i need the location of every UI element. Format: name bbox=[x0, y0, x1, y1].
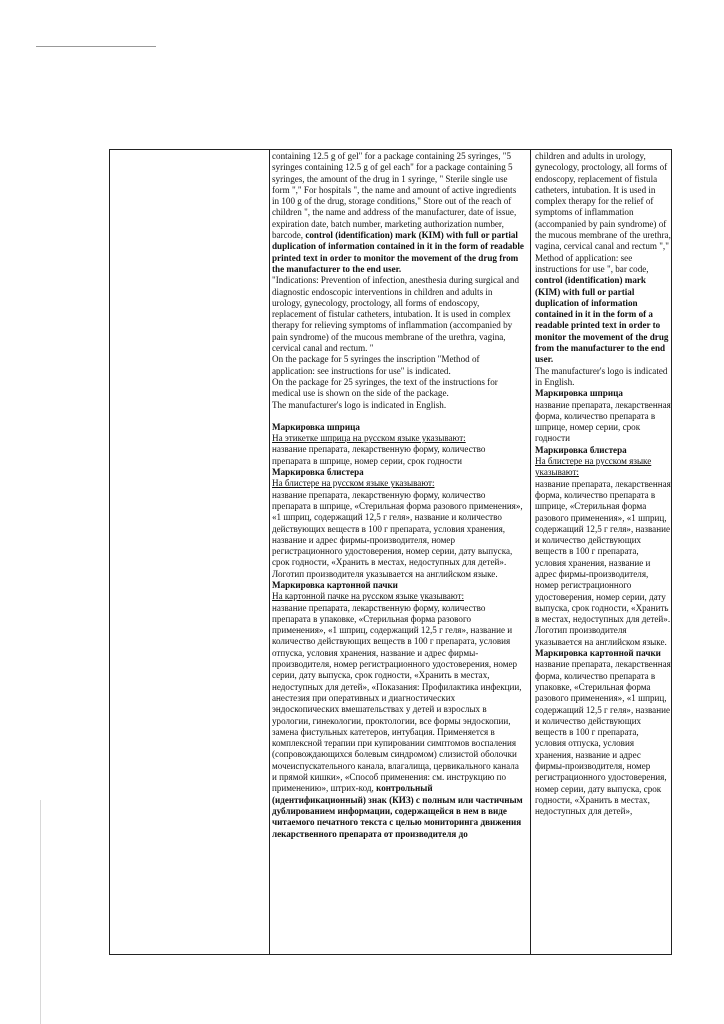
column-divider-left bbox=[269, 150, 270, 954]
carton-text-right: название препарата, лекарственная форма, количество препарата в упаковке, «Стерильная форма разового применения», «1 шприц, содержащий 12,5 г геля», название и количество действующих веществ в 100 г препарата, условия отпуска, условия хранения, название и адрес фирмы-производителя, номер регистрационного удостоверения, номер серии, дату выпуска, срок годности, «Хранить в местах, недоступных для детей», bbox=[535, 659, 671, 817]
document-table bbox=[109, 149, 672, 955]
english-packaging-text: containing 12.5 g of gel" for a package containing 25 syringes, "5 syringes containing 12.5 g of gel each" for a package containing 5 syringes, the amount of the drug in 1 syringe, " Sterile single use form "," For hospitals ", the name and amount of active ingredients in 100 g of the drug, storage conditions," Store out of the reach of children ", the name and address of the manufacturer, date of issue, expiration date, batch number, marketing authorization number, barcode, control (identification) mark (KIM) with full or partial duplication of information contained in it in the form of readable printed text in order to monitor the movement of the drug from the manufacturer to the end user. bbox=[272, 151, 524, 274]
logo-note-en-right: The manufacturer's logo is indicated in English. bbox=[535, 365, 668, 387]
carton-heading-right: Маркировка картонной пачки bbox=[535, 648, 661, 659]
syringe-text-right: название препарата, лекарственная форма, количество препарата в шприце, номер серии, срок годности bbox=[535, 399, 671, 444]
middle-column bbox=[272, 151, 524, 840]
blister-text: название препарата, лекарственную форму, количество препарата в шприце, «Стерильная форма разового применения», «1 шприц, содержащий 12,5 г геля», название и количество действующих веществ в 100 г препарата, условия хранения, название и адрес фирмы-производителя, номер регистрационного удостоверения, номер серии, дату выпуска, срок годности, «Хранить в местах, недоступных для детей». bbox=[272, 489, 523, 568]
blister-intro: На блистере на русском языке указывают: bbox=[272, 478, 435, 489]
english-packaging-text-right: children and adults in urology, gynecology, proctology, all forms of endoscopy, replacement of fistula catheters, intubation. It is used in complex therapy for the relief of symptoms of inflammation (accompanied by pain syndrome) of the mucous membrane of the urethra, vagina, cervical canal and rectum "," Method of application: see instructions for use ", bar code, control (identification) mark (KIM) with full or partial duplication of information contained in it in the form of a readable printed text in order to monitor the movement of the drug from the manufacturer to the end user. bbox=[535, 151, 671, 365]
scan-artifact-edge bbox=[40, 800, 41, 1024]
logo-note-en: The manufacturer's logo is indicated in English. bbox=[272, 399, 447, 410]
carton-text: название препарата, лекарственную форму, количество препарата в упаковке, «Стерильная форма разового применения», «1 шприц, содержащий 12,5 г геля», название и количество действующих веществ в 100 г препарата, условия отпуска, условия хранения, название и адрес фирмы-производителя, номер регистрационного удостоверения, номер серии, дату выпуска, срок годности, «Хранить в местах, недоступных для детей», «Показания: Профилактика инфекции, анестезия при оперативных и диагностических эндоскопических вмешательствах у детей и взрослых в урологии, гинекологии, проктологии, все формы эндоскопии, замена фистульных катетеров, интубация. Применяется в комплексной терапии при купировании симптомов воспаления (сопровождающихся болевым синдромом) слизистой оболочки мочеиспускательного канала, влагалища, цервикального канала и прямой кишки», «Способ применения: см. инструкцию по применению», штрих-код, контрольный (идентификационный) знак (КИЗ) с полным или частичным дублированием информации, содержащейся в нем в виде читаемого печатного текста с целью мониторинга движения лекарственного препарата от производителя до bbox=[272, 602, 523, 839]
package-5-note: On the package for 5 syringes the inscription "Method of application: see instructions for use" is indicated. bbox=[272, 354, 480, 376]
english-indications: "Indications: Prevention of infection, anesthesia during surgical and diagnostic endoscopic interventions in children and adults in urology, gynecology, proctology, all forms of endoscopy, replacement of fistular catheters, intubation. It is used in complex therapy for relieving symptoms of inflammation (accompanied by pain syndrome) of the mucous membrane of the urethra, vagina, cervical canal and rectum. " bbox=[272, 275, 519, 354]
syringe-heading: Маркировка шприца bbox=[272, 421, 360, 432]
carton-intro: На картонной пачке на русском языке указывают: bbox=[272, 591, 464, 602]
package-25-note: On the package for 25 syringes, the text of the instructions for medical use is shown on the side of the package. bbox=[272, 376, 498, 399]
syringe-label-intro: На этикетке шприца на русском языке указывают: bbox=[272, 433, 466, 444]
scan-artifact-line bbox=[36, 46, 156, 47]
carton-heading: Маркировка картонной пачки bbox=[272, 579, 398, 590]
right-column bbox=[535, 151, 671, 818]
syringe-text: название препарата, лекарственную форму, количество препарата в шприце, номер серии, срок годности bbox=[272, 444, 486, 466]
logo-note-ru-right: Логотип производителя указывается на английском языке. bbox=[535, 625, 667, 647]
blister-heading-right: Маркировка блистера bbox=[535, 444, 627, 455]
column-divider-right bbox=[530, 150, 531, 954]
logo-note-ru: Логотип производителя указывается на английском языке. bbox=[272, 568, 498, 579]
syringe-heading-right: Маркировка шприца bbox=[535, 388, 623, 399]
blister-text-right: название препарата, лекарственная форма, количество препарата в шприце, «Стерильная форма разового применения», «1 шприц, содержащий 12,5 г геля», название и количество действующих веществ в 100 г препарата, условия хранения, название и адрес фирмы-производителя, номер регистрационного удостоверения, номер серии, дату выпуска, срок годности, «Хранить в местах, недоступных для детей». bbox=[535, 478, 671, 625]
blister-heading: Маркировка блистера bbox=[272, 467, 364, 478]
blister-intro-right: На блистере на русском языке указывают: bbox=[535, 456, 652, 478]
